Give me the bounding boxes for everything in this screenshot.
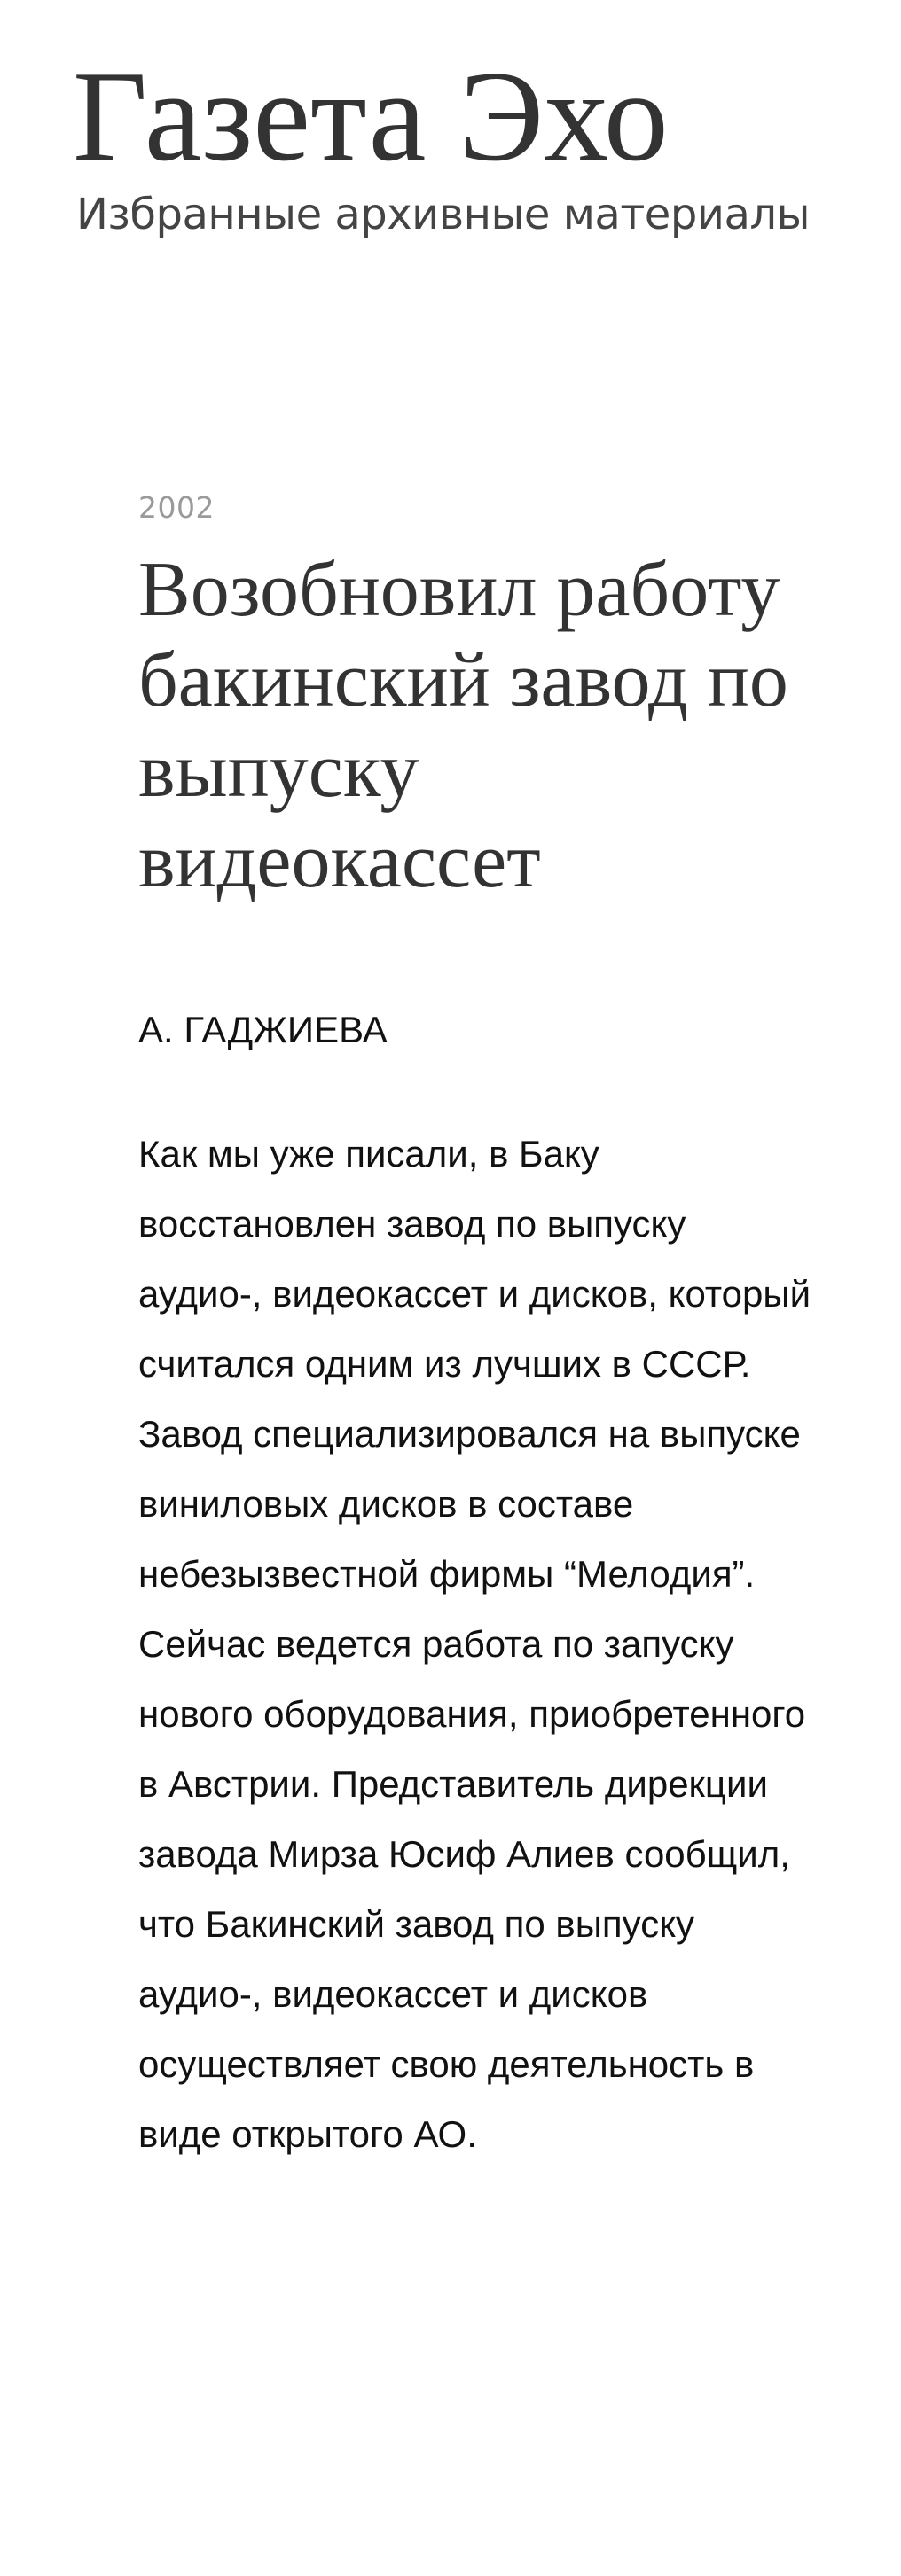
article-year: 2002 xyxy=(138,490,215,525)
site-title: Газета Эхо xyxy=(73,44,669,188)
article-author: А. ГАДЖИЕВА xyxy=(138,1008,388,1050)
article-body: Как мы уже писали, в Баку восстановлен завод по выпуску аудио-, видеокассет и дисков, который считался одним из лучших в СССР. Завод специализировался на выпуске виниловых дисков в составе небезызвестной фирмы “Мелодия”. Сейчас ведется работа по запуску нового оборудования, приобретенного в Австрии. Представитель дирекции завода Мирза Юсиф Алиев сообщил, что Бакинский завод по выпуску аудио-, видеокассет и дисков осуществляет свою деятельность в виде открытого АО. xyxy=(138,1132,811,2155)
site-subtitle: Избранные архивные материалы xyxy=(76,190,810,239)
article xyxy=(138,490,812,2169)
article-headline: Возобновил работу бакинский завод по выпуску видеокассет xyxy=(138,546,788,904)
masthead xyxy=(73,44,871,241)
